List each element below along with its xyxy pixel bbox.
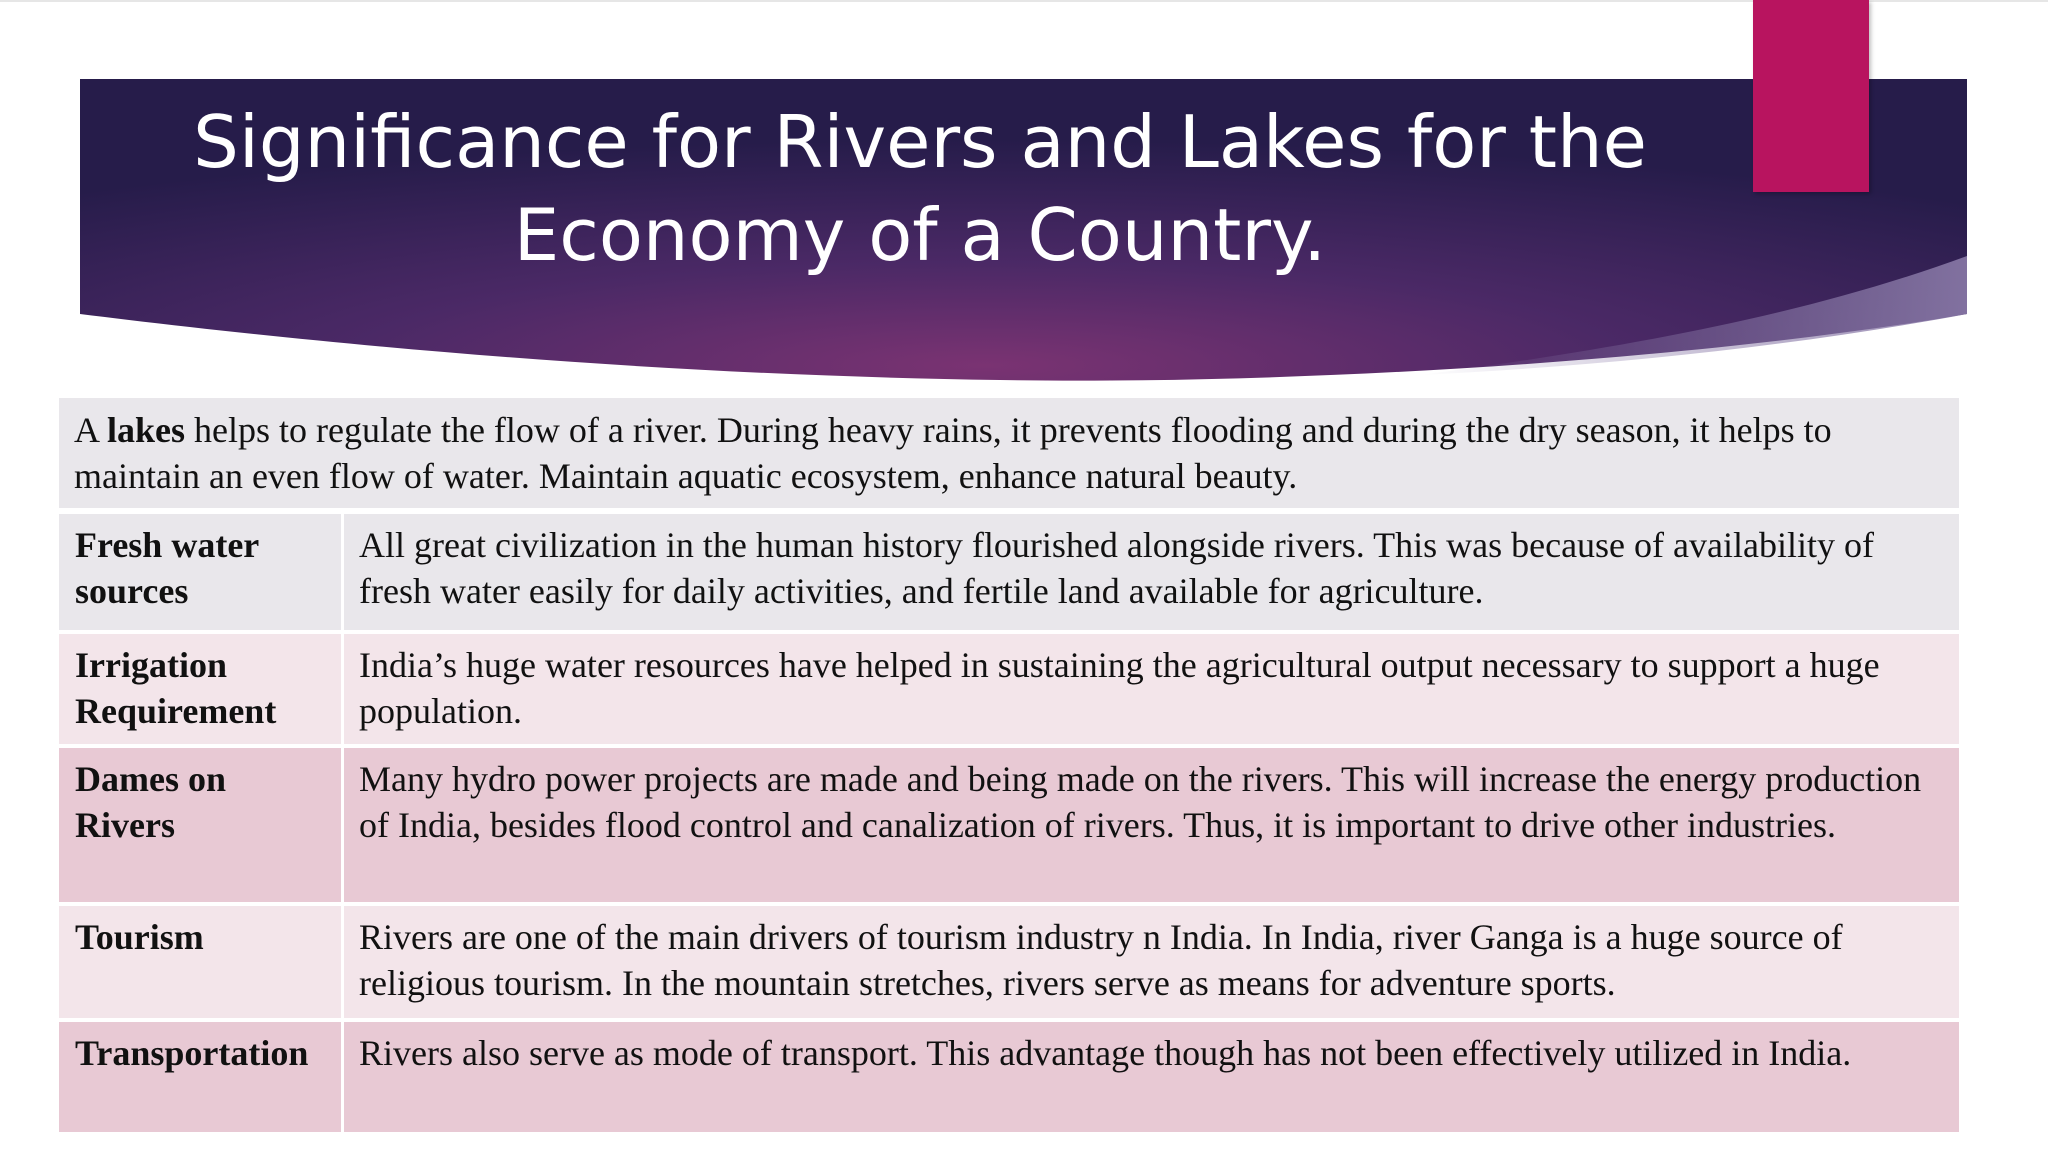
title-line-1: Significance for Rivers and Lakes for the: [193, 100, 1647, 184]
intro-bold-term: lakes: [107, 410, 186, 450]
row-description: India’s huge water resources have helped in sustaining the agricultural output necessary to support a huge population.: [359, 645, 1880, 731]
row-label: Transportation: [59, 1022, 344, 1132]
accent-tab: [1753, 0, 1869, 192]
intro-paragraph: [59, 398, 1959, 508]
row-description: Many hydro power projects are made and being made on the rivers. This will increase the energy production of India, besides flood control and canalization of rivers. Thus, it is important to drive other industries.: [359, 759, 1922, 845]
table-row: [59, 748, 1959, 906]
intro-prefix: A: [74, 410, 108, 450]
row-label: Fresh water sources: [59, 514, 344, 630]
row-label: Tourism: [59, 906, 344, 1018]
table-row: [59, 634, 1959, 748]
row-description: Rivers are one of the main drivers of tourism industry n India. In India, river Ganga is a huge source of religious tourism. In the mountain stretches, rivers serve as means for adventure sports.: [359, 917, 1843, 1003]
row-label: Dames on Rivers: [59, 748, 344, 902]
intro-text: helps to regulate the flow of a river. During heavy rains, it prevents flooding and during the dry season, it helps to maintain an even flow of water. Maintain aquatic ecosystem, enhance natural beauty.: [74, 410, 1832, 496]
title-line-2: Economy of a Country.: [513, 193, 1327, 277]
table-row: [59, 1022, 1959, 1132]
row-description: All great civilization in the human history flourished alongside rivers. This was because of availability of fresh water easily for daily activities, and fertile land available for agriculture.: [359, 525, 1874, 611]
significance-table: [59, 514, 1959, 1132]
slide-title: [180, 96, 1660, 282]
table-row: [59, 906, 1959, 1022]
table-row: [59, 514, 1959, 634]
row-label: Irrigation Requirement: [59, 634, 344, 744]
row-description: Rivers also serve as mode of transport. This advantage though has not been effectively utilized in India.: [359, 1033, 1852, 1073]
